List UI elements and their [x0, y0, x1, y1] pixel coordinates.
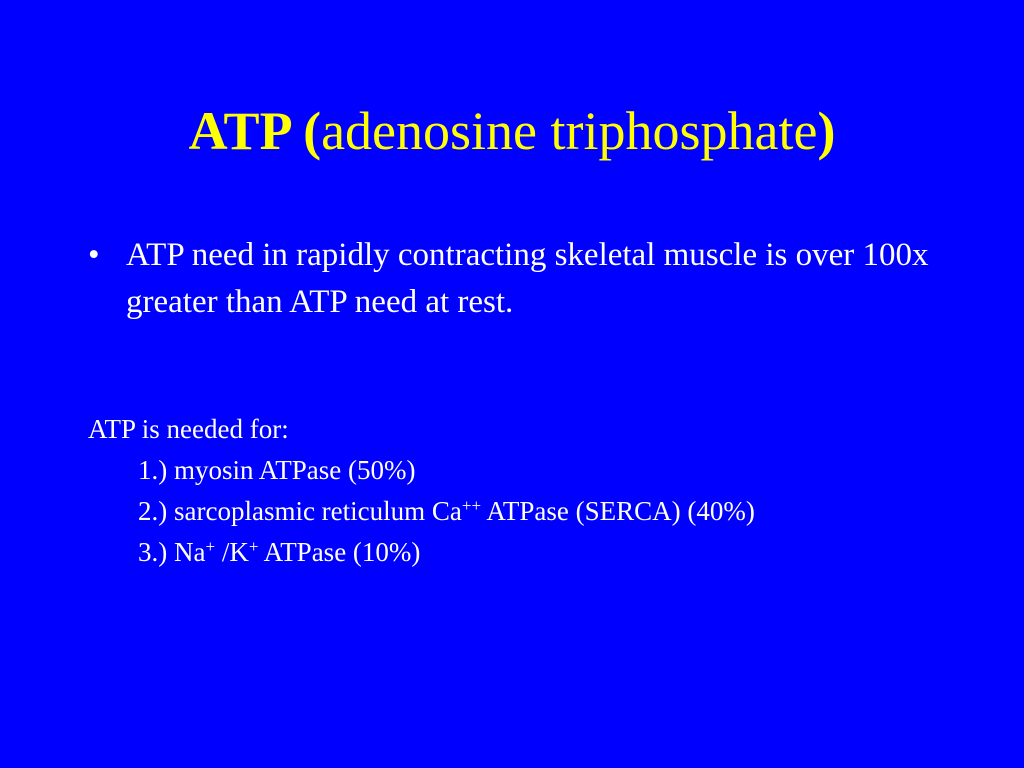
sodium-charge-superscript: + [205, 537, 216, 556]
na-k-text-c: ATPase (10%) [258, 537, 421, 567]
serca-text-end: ATPase (SERCA) (40%) [481, 496, 755, 526]
title-closing-paren: ) [817, 101, 836, 161]
slide-title [0, 96, 1024, 166]
list-heading: ATP is needed for: [88, 414, 289, 444]
na-k-text-b: /K [215, 537, 249, 567]
bullet-text: ATP need in rapidly contracting skeletal muscle is over 100x greater than ATP need at rest. [126, 237, 929, 320]
na-k-text-a: 3.) Na [138, 537, 206, 567]
list-item-myosin: 1.) myosin ATPase (50%) [138, 455, 416, 485]
title-bold-part: ATP ( [188, 101, 322, 161]
atp-needs-list [88, 409, 968, 573]
bullet-point [88, 232, 988, 326]
serca-text-start: 2.) sarcoplasmic reticulum Ca [138, 496, 462, 526]
potassium-charge-superscript: + [248, 537, 259, 556]
bullet-marker: • [88, 237, 100, 273]
calcium-charge-superscript: ++ [461, 496, 482, 515]
list-item-serca [88, 491, 968, 532]
list-item-na-k [88, 532, 968, 573]
title-normal-part: adenosine triphosphate [321, 101, 818, 161]
